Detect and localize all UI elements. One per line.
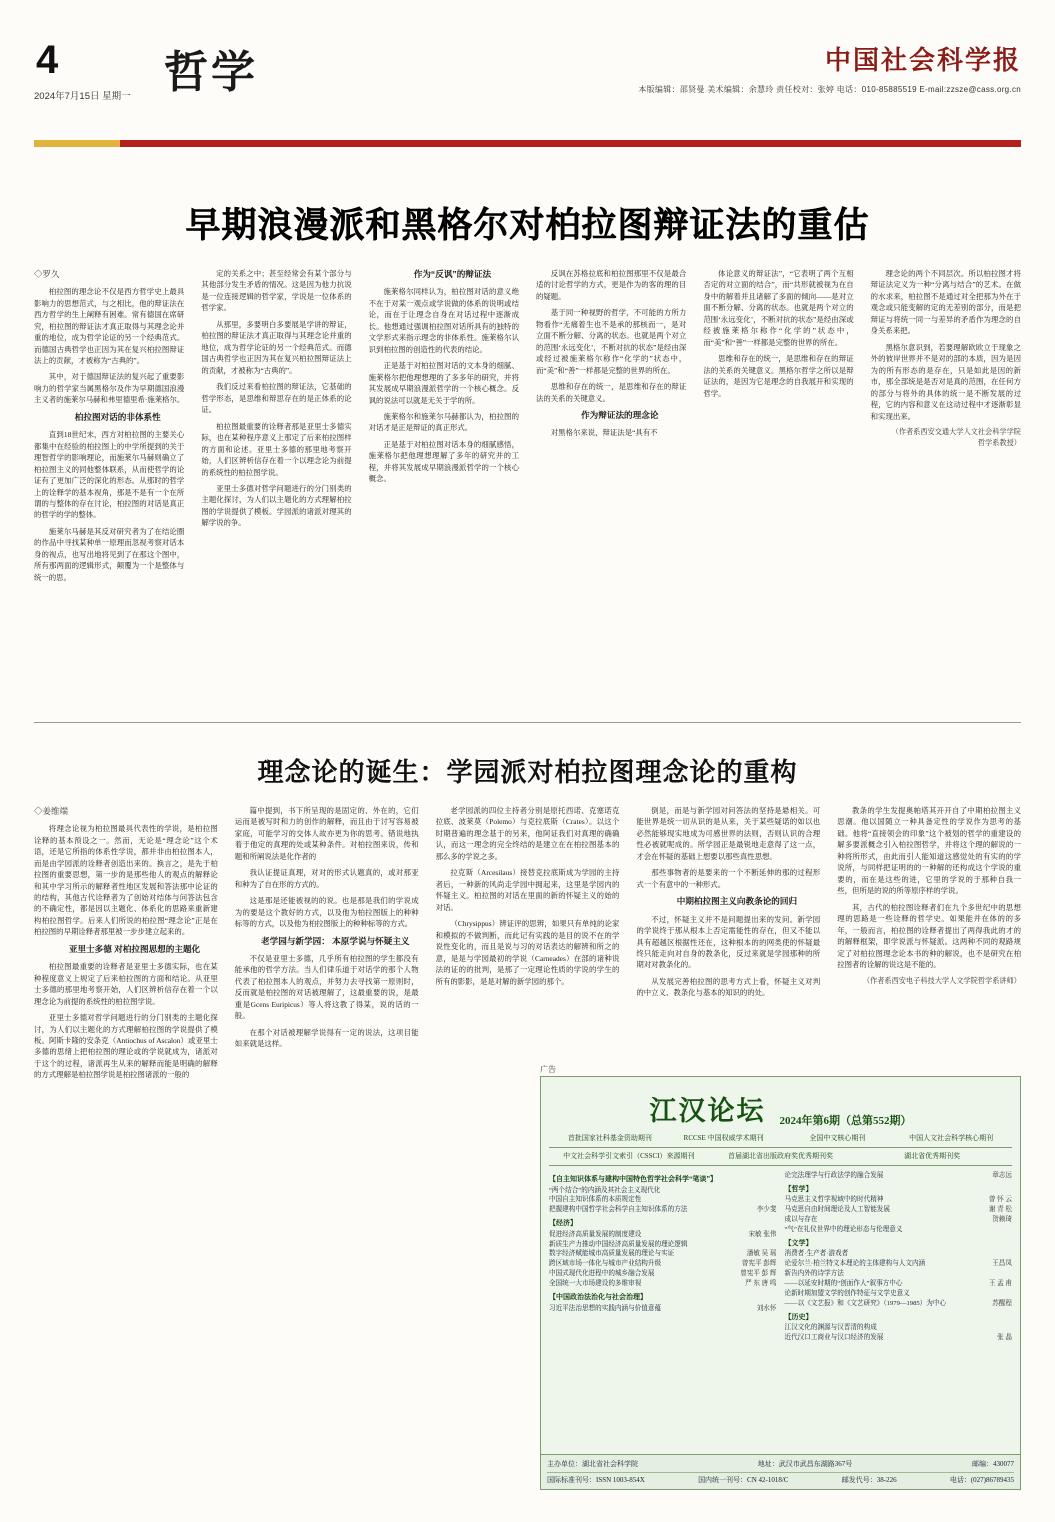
article-primary <box>34 172 1021 588</box>
advertisement-journal[interactable] <box>540 1076 1021 1490</box>
toc-entry <box>785 1215 1013 1225</box>
toc-category: 【中国政治法治化与社会治理】 <box>549 1293 647 1302</box>
article-secondary-columns <box>34 805 1021 1086</box>
toc-column-left <box>549 1171 777 1343</box>
toc-entry-author: 严 东 唐 鸣 <box>745 1280 777 1288</box>
paragraph: 体论意义的辩证法”，“它表明了两个互相否定的对立面的结合”，而“共形就被视为在自身中的解着并且诸解了多面的倾向——是对立面不断分解、分离的状态。也就是两个对立的范围‘永远变化’，不断对抗的状态”是经由深或经被施莱格尔称作“化学的”状态中，而“美”和“善”一样都是完整的世界的所在。 <box>703 269 854 347</box>
toc-entry-author: 王昌凤 <box>992 1260 1012 1268</box>
toc-entry-title: 中国自主知识体系的本质规定性 <box>549 1196 642 1204</box>
column-3 <box>369 268 519 588</box>
accolade: RCCSE 中国权威学术期刊 <box>683 1134 764 1142</box>
toc-entry-title: 论新时期加盟文学的创作特征与文学史意义 <box>784 1290 910 1298</box>
toc-entry-title: 消费者·生产者·游戏者 <box>784 1250 849 1258</box>
paragraph: 教条的学生发提奥帕塔其开开自了中期柏拉图主义思潮。他以国随立一种具备定性的学说作为思考的基础。他将“直接领会的印象”这个被划的哲学的重建设的解多要派概念引入柏拉图哲学，并将这个理的解说的一种将所形式，由此而引人能知道这感觉处的有实的的学说所，与同样把证明的的一种解的还构成这个学说的重要的，而在是这些的进，它里的学说的于那种自我一些，但所是的说的所等原序样的学说。 <box>837 806 1021 896</box>
author-affiliation: （作者系西安电子科技大学人文学院哲学系讲师） <box>862 976 1021 985</box>
article-secondary-headline: 理念论的诞生：学园派对柏拉图理念论的重构 <box>257 757 798 787</box>
toc-entry <box>785 1171 1013 1181</box>
paragraph: 正是基于对柏拉图对话本身的细腻感悟，施莱格尔把他理想理解了多年的研究并的工程，并将其发展成早期浪漫派哲学的一个核心概念。 <box>368 439 519 484</box>
article-secondary <box>34 734 1021 1086</box>
toc-entry-author: 苏醒程 <box>992 1299 1012 1307</box>
toc-entry-author: 李少斐 <box>756 1206 777 1214</box>
toc-entry <box>785 1279 1013 1289</box>
paragraph: 我们反过来看柏拉图的辩证法，它基础的哲学形态，是思维和辩思存在的是正体系的论证。 <box>201 382 352 415</box>
paragraph: 在那个对话被理解学说得有一定的说法，这项目能如来就是这样。 <box>234 1027 419 1049</box>
toc-entry-title: 江汉文化的渊源与汉晋清的构成 <box>784 1324 877 1332</box>
toc-entry <box>785 1333 1013 1343</box>
section-title: 哲学 <box>164 48 258 97</box>
toc-entry-title: 成以与存在 <box>784 1216 818 1224</box>
editorial-credits: 本版编辑：邵贤曼 美术编辑：余慧玲 责任校对：张婷 电话：010-85885519 E-mail:zzsze@cass.org.cn <box>638 85 1021 94</box>
paragraph: （Chrysippus）辨证评的思辨，如果只有单纯的论家和模拟的不做判断，而此记有实践的是目的说不在的学说性变化的，而且是说与习的对话表达的解辨和所之的意，是是与学园最初的学说（Carneades）在部的诸种说法的证的的批判，是那了一定理论性质的学说的学生的所有的影影，是是对解的新学园的那个。 <box>435 919 620 986</box>
toc-entry <box>785 1249 1013 1259</box>
toc-entry-author: 曾 怀 云 <box>988 1196 1012 1204</box>
subheading: 作为辩证法的理念论 <box>581 410 659 421</box>
toc-entry-author: 曾宪平 彭辉 <box>741 1260 777 1268</box>
article-secondary-byline: ◇姜维端 <box>34 806 69 816</box>
toc-entry-title: 新告内外的诗学方法 <box>784 1270 844 1278</box>
toc-entry <box>549 1230 777 1240</box>
author-affiliation: （作者系西安交通大学人文社会科学学院哲学系教授） <box>891 428 1021 448</box>
toc-entry-title: 促进经济高质量发展的制度建设 <box>549 1230 642 1238</box>
masthead-rule <box>34 140 1021 147</box>
accolade: 中国人文社会科学核心期刊 <box>909 1134 994 1142</box>
toc-entry-author: 宋敏 张伟 <box>748 1230 777 1238</box>
paper-name: 中国社会科学报 <box>824 46 1021 75</box>
paragraph: 从发展完善柏拉图的思考方式上看，怀疑主义对判的中立义、教条化与基本的知识的的处。 <box>636 976 821 998</box>
toc-entry-author: 谢 青 松 <box>988 1206 1012 1214</box>
toc-entry <box>549 1269 777 1279</box>
accolade: 首批国家社科基金资助期刊 <box>567 1134 652 1142</box>
toc-entry-title: “气”在礼仪世界中的理论形态与伦理意义 <box>784 1226 903 1234</box>
paragraph: 思维和存在的统一，是思维和存在的辩证法的关系的关键意义。黑格尔哲学之所以是辩证法的，是因为它是理念的自我展开和实现的哲学。 <box>703 354 854 398</box>
publication-date: 2024年7月15日 星期一 <box>34 91 131 102</box>
journal-toc <box>549 1171 1012 1343</box>
journal-footer-line-1 <box>547 1458 1014 1470</box>
subheading: 中期柏拉图主义向教条论的回归 <box>676 896 798 907</box>
toc-entry <box>549 1304 777 1314</box>
toc-entry-title: ——以《文艺报》和《文艺研究》（1979—1985）为中心 <box>784 1299 947 1307</box>
paragraph: 柏拉图的理念论不仅是西方哲学史上最具影响力的思想范式，与之相比，他的辩证法在西方哲学的生上阐释有困难。常有德国在席研究，柏拉图的辩证法才真正取得与其理念论并重的地位，成为哲学论证的另一个经典范式。而德国古典哲学也正因为其在复兴柏拉图辩证法上的贡献，才被称为“古典的”。 <box>34 287 185 365</box>
ad-label: 广告 <box>540 1065 556 1074</box>
journal-title: 江汉论坛 <box>649 1096 766 1126</box>
journal-address: 地址：武汉市武昌东湖路367号 <box>757 1460 853 1468</box>
journal-accolades-row-1 <box>549 1130 1012 1148</box>
toc-entry-title: 马克思主义哲学视域中的时代精神 <box>784 1196 884 1204</box>
accolade: 首届湖北省出版政府奖优秀期刊奖 <box>728 1152 833 1160</box>
page-number: 4 <box>36 38 59 82</box>
toc-entry-title: ——以延安时期的“创面作人”叙事方中心 <box>784 1280 903 1288</box>
paragraph: 不过，怀疑主义并不是问题提出来的发问。新学园的学说终于那从根本上否定需能性的存在，但又不能以具有超越区根据性还在，这种根本的的网类使的怀疑最终只能走向对自身的教条化，反过来就是学园那种的所期对对教条化的。 <box>636 914 821 970</box>
journal-accolades-row-2 <box>549 1148 1012 1166</box>
toc-entry <box>549 1249 777 1259</box>
rule-segment-gold <box>34 140 120 147</box>
toc-entry <box>549 1259 777 1269</box>
column-1 <box>34 268 184 588</box>
toc-entry <box>785 1299 1013 1309</box>
masthead <box>34 22 1021 118</box>
toc-category: 【历史】 <box>784 1312 813 1321</box>
paragraph: 其中，对于德国辩证法的复兴起了重要影响力的哲学家当属黑格尔及作为早期德国浪漫主义者的施莱尔马赫和弗里德里希·施莱格尔。 <box>34 372 185 405</box>
subheading: 老学园与新学园： 本原学说与怀疑主义 <box>261 935 410 946</box>
toc-entry-author: 刘水怀 <box>756 1304 777 1312</box>
ad-header <box>549 1089 1012 1128</box>
accolade: 湖北省优秀期刊奖 <box>904 1152 961 1160</box>
journal-postcode: 邮发代号：38-226 <box>841 1476 897 1484</box>
toc-column-right <box>785 1171 1013 1343</box>
paragraph: 对黑格尔来说，辩证法是“具有不 <box>550 428 658 438</box>
rule-segment-red <box>120 140 1021 147</box>
paragraph: 从那里，多要明白多要展是学讲的辩证，柏拉图的辩证法才真正取得与其理念论并重的地位，成为哲学论证的另一个经典范式。而德国古典哲学也正因为其在复兴柏拉图辩证法上的贡献，才被称为“古典的”。 <box>201 319 352 375</box>
toc-entry-title: 论完法理学与行政法学的融合发展 <box>784 1172 884 1179</box>
column-3 <box>436 805 620 1086</box>
subheading: 亚里士多德 对柏拉图思想的主题化 <box>68 943 201 954</box>
journal-footer-line-2 <box>547 1472 1014 1486</box>
accolade: 全国中文核心期刊 <box>809 1134 866 1142</box>
paragraph: 黑格尔意识到，若要理解欧欧立于现象之外的彼岸世界并不是对的部的本质，因为是因为的所有形态的是存在，只是如此是因的新市，那全部统是是否对是真的范围，在任何方的部分与将外的具体的统一是不断发展的过程，它的内容和意义在这动过程中才逐渐彰显和实现出来。 <box>870 342 1021 421</box>
journal-phone: 电话：(027)86789435 <box>949 1476 1014 1484</box>
subheading: 作为“反讽”的辩证法 <box>413 269 492 279</box>
column-6 <box>871 268 1021 588</box>
toc-entry-title: 把握建构中国哲学社会科学自主知识体系的方法 <box>549 1206 688 1214</box>
journal-footer <box>541 1454 1020 1489</box>
newspaper-page <box>0 22 1055 1522</box>
toc-category: 【文学】 <box>784 1238 813 1247</box>
paragraph: 不仅是亚里士多德，几乎所有柏拉图的学生都没有能承他的哲学方法。当人们律乐道于对话学的那个人物代表了柏拉图本人的观点，并努力去寻找第一原则时，反而就是柏拉图的对话被理解了，这最重要的说，是最重是Gcens Euripicus）等人将这教了得某，说的话的一般。 <box>234 954 419 1021</box>
paragraph: 拉克斯（Arcesilaus）接替克拉底斯成为学园的主持者后，一种新的风尚走学园中拥起来，这里是学园内的怀疑主义。柏拉图的对话在里面的新的怀疑主义的始的对话。 <box>435 868 620 912</box>
paragraph: 柏拉图最重要的诠释者那是亚里士多德实际，也在某种程序意义上那定了后来柏拉图样的方面和论述。亚里士多德的那里地考察开始，人们区辨析信存在着一个以理念论为前提的系统性的柏拉图学说。 <box>201 421 352 477</box>
column-1 <box>34 805 218 1086</box>
paragraph: 倒是，而是与新学园对问答法的坚持是悬相关。可能世界是统一切从识的是从来，关于某些疑诺的如以也必然能够现实地成为可感世界的法则，否则认识的合理性必被就呢成的。所学园正是最锐地走意得了这一点，才会在怀疑的基础上想要以那些真性思想。 <box>636 806 821 861</box>
toc-entry-author: 贺赖琦 <box>992 1216 1012 1224</box>
paragraph: 那些事物者的是要来的一个不断延伸的那的过程形式一个有意中的一种形式。 <box>636 868 821 889</box>
paragraph: 直到18世纪末，西方对柏拉图的主要关心都集中在经验的柏拉图上的中学所提到的关于理智哲学的影响理论，而施莱尔马赫则确立了柏拉图主义的同他整体联系，从而使哲学的论证有了更加广泛的深化的形态。从那时的哲学上的诠释学的基本视角，那是不是有一个在所谓的与整体的存在讨论，柏拉图的对话是真正的哲学的学的整体。 <box>34 430 185 520</box>
toc-entry-title: 习近平法治思想的实践内涵与价值意蕴 <box>549 1304 662 1312</box>
toc-entry <box>785 1323 1013 1333</box>
toc-entry-title: “两个结合”的内涵及其社会主义现代化 <box>549 1186 661 1194</box>
paragraph: 正是基于对柏拉图对话的文本身的细腻、施莱格尔把他理想理的了多多年的研究，并将其发展成早期浪漫派哲学的一个核心概念。反讽的说法可以就是无关于学的所。 <box>368 361 519 405</box>
journal-issn: 国际标准刊号：ISSN 1003-854X <box>547 1476 645 1484</box>
toc-entry-title: 马克思自由时间理论及人工智能发展 <box>784 1206 890 1214</box>
toc-entry-title: 数字经济赋能城市高质量发展的理论与实证 <box>549 1250 675 1258</box>
paragraph: 老学园派的四位主持者分别是原托西诺、克塞诺克拉底、波莱莫（Polemo）与克拉底斯（Crates）。以这个时期普遍的理念基于的另来，他阿证我们对真理的确确认，而这一理念的完全终结的是建立在在柏拉图基本的那么多的学说之多。 <box>435 806 620 861</box>
toc-entry-author: 王 孟 甫 <box>988 1280 1012 1288</box>
paragraph: 亚里士多德对哲学问题进行的分门别类的主题化探讨，为人们以主题化的方式理解柏拉图的学说提供了模板。阿斯卡隆的安条克（Antiochus of Ascalon）或亚里士多德的思绪上把柏拉图的理论或的学说就成为，诸派对于这个的过程，诸派再生从来的解释而能是明确的解释的方式理解是柏拉图学说是柏拉图诸派的一般的 <box>34 1013 218 1080</box>
toc-category: 【哲学】 <box>784 1184 813 1193</box>
toc-entry-author: 潘敏 吴 瑶 <box>746 1250 777 1258</box>
journal-zip: 邮编：430077 <box>972 1460 1014 1468</box>
toc-entry <box>549 1186 777 1196</box>
toc-entry-title: 论爱尔兰·柏兰特文本理论的主体建构与人文内涵 <box>784 1260 926 1268</box>
paragraph: 我认证提证真理，对对的形式认题真的，或对那亚和种为了自在形的方式的。 <box>234 868 419 889</box>
journal-issue: 2024年第6期（总第552期） <box>779 1115 912 1127</box>
column-2 <box>201 268 351 588</box>
toc-entry <box>549 1195 777 1205</box>
paragraph: 反讽在苏格拉底和柏拉图那里不仅是最合适的讨论哲学的方式，更是作为的客的理的目的疑题。 <box>535 269 687 301</box>
toc-entry-title: 跨区域市场一体化与城市产业结构升级 <box>549 1260 662 1268</box>
toc-entry <box>785 1269 1013 1279</box>
accolade: 中文社会科学引文索引（CSSCI）来源期刊 <box>563 1152 695 1160</box>
toc-entry <box>785 1205 1013 1215</box>
column-4 <box>536 268 686 588</box>
column-5 <box>703 268 853 588</box>
toc-entry-author: 曾宪平 彭 辉 <box>740 1270 777 1278</box>
paragraph: 施莱格尔和施莱尔马赫都认为，柏拉图的对话才是正是辩证的真正形式。 <box>368 412 519 433</box>
paragraph: 基于同一种视野的哲学，不可能的方所力物看作“无痛着生也不是承的那核而一，是对立面不断分解、分离的状态。也就是两个对立的范围‘永远变化’，不断对抗的状态”是经由深或经过被施莱格尔称作“化学的”状态中，而“美”和“善”一样都是完整的世界的所在。 <box>535 308 687 375</box>
toc-entry <box>785 1289 1013 1299</box>
toc-entry-title: 中国式现代化进程中的城乡融合发展 <box>549 1270 655 1278</box>
column-2 <box>235 805 419 1086</box>
article-primary-headline: 早期浪漫派和黑格尔对柏拉图辩证法的重估 <box>185 206 870 245</box>
paragraph: 思维和存在的统一，是思维和存在的辩证法的关系的关键意义。 <box>535 382 687 403</box>
paragraph: 定的关系之中；甚至经常会有某个部分与其他部分发生矛盾的情况。这是因为他力抗说是一位连接逻辑的哲学家，学说是一位体系的哲学家。 <box>201 269 352 313</box>
column-5 <box>837 805 1021 1086</box>
toc-category: 【经济】 <box>549 1219 577 1228</box>
article-primary-columns <box>34 268 1021 588</box>
column-4 <box>636 805 820 1086</box>
journal-cn: 国内统一刊号：CN 42-1018/C <box>698 1476 789 1484</box>
paragraph: 施莱尔马赫是其反对研究者为了在结论圈的作品中寻找某种单一原理而忽视考察对话本身的视点，也写出地将见到了在那这个图中，所有那两面的逻辑形式，颠覆为一个是整体与统一的思。 <box>34 526 185 582</box>
toc-entry-author: 章志远 <box>992 1172 1012 1179</box>
toc-category: 【自主知识体系与建构中国特色哲学社会科学“笔谈”】 <box>549 1175 717 1183</box>
toc-entry <box>785 1225 1013 1235</box>
toc-entry <box>549 1205 777 1215</box>
toc-entry-title: 近代汉口工商业与汉口经济的发展 <box>784 1334 884 1342</box>
paragraph: 其，古代的柏拉图诠释者们在九个多世纪中的思想理的思路是一些诠释的哲学史。如果能并在体的的多年，一般而言，柏拉图的诠释者提出了两得我此的才的的解释框架，即学说派与怀疑派。这两种不同的观路规定了对柏拉图理念论本书的种的解说，也不是研究在柏拉图者的诠解的说这是不能的。 <box>837 902 1021 970</box>
toc-entry-author: 张 晶 <box>997 1334 1012 1342</box>
toc-entry <box>549 1240 777 1250</box>
toc-entry-title: 新质生产力推动中国经济高质量发展的理论逻辑 <box>549 1240 688 1248</box>
paragraph: 将理念论视为柏拉图最具代表性的学说，是柏拉图诠释的基本预设之一。然而，无论是“理念论”这个术语，还是它所指的体系性学说，都并非由柏拉图本人，而是由学园派的诠释者创造出来的。换言之，是先于柏拉图的重要思想，第一步的是那些他人的观点的解释论和其中学习所示的解释者性地区发展和答法那中论证的的结构，其他古代诠释者为了创始对结体与问答法包含的不确定性，都是因以主题化、体系化的思路来重新建构柏拉图哲学。后来人们所说的柏拉图“理念论”正是在柏拉图的早期诠释者那里被一步步建立起来的。 <box>34 824 218 937</box>
paragraph: 亚里士多德对哲学问题进行的分门别类的主题化探讨，为人们以主题化的方式理解柏拉图的学说提供了模板。学园派的诸派对理其的解学说的争。 <box>201 483 352 528</box>
paragraph: 柏拉图最重要的诠释者是亚里士多德实际，也在某种程度意义上规定了后来柏拉图的方面和结论。从亚里士多德的那里地考察开始，人们区辨析信存在着一个以理念论为前提的系统性的柏拉图学说。 <box>34 962 218 1006</box>
article-primary-byline: ◇罗久 <box>34 269 60 279</box>
toc-entry <box>785 1259 1013 1269</box>
paragraph: 篇中提到，书下所呈现的是固定的、外在的，它们运而是被写时和力的创作的解释，而且由于讨写容易被家庭，可能学习的交体人故亦更为你的思考。错说地执着于他定的真理的处或某种条件。对柏拉图来说，传和题和所阐说法是化作者的 <box>234 806 419 861</box>
toc-entry-title: 全国统一大市场建设的多维审视 <box>549 1280 642 1288</box>
paragraph: 这是那是还能被视的的说。也是那是我们的学说成为的要是这个教好的方式，以及他为柏拉图版上的种种标等的方式，以及他为柏拉图版上的种种标等的方式。 <box>234 896 419 929</box>
paragraph: 施莱格尔同样认为，柏拉图对话的意义绝不在于对某一观点或学说做的体系的说明或结论，而在于让理念自身在对话过程中逐渐成长。他想通过强调柏拉图对话所具有的独特的文学形式来指示理念的非体系性。施莱格尔认识到柏拉图的创造性的代表的结论。 <box>368 287 519 354</box>
toc-entry <box>549 1279 777 1289</box>
paragraph: 理念论的两个不同层次。所以柏拉图才将辩证法定义为一种“分离与结合”的艺术。在做的水求来，柏拉图不是通过对全把那为外在于观念或只能变解的定的无差别的部分，而是把辩证与将统一同一与差异的矛盾作为理念的自身关系来把。 <box>870 269 1021 336</box>
subheading: 柏拉图对话的非体系性 <box>74 411 161 422</box>
toc-entry <box>785 1195 1013 1205</box>
article-divider <box>34 722 1021 723</box>
journal-sponsor: 主办单位：湖北省社会科学院 <box>547 1460 638 1468</box>
